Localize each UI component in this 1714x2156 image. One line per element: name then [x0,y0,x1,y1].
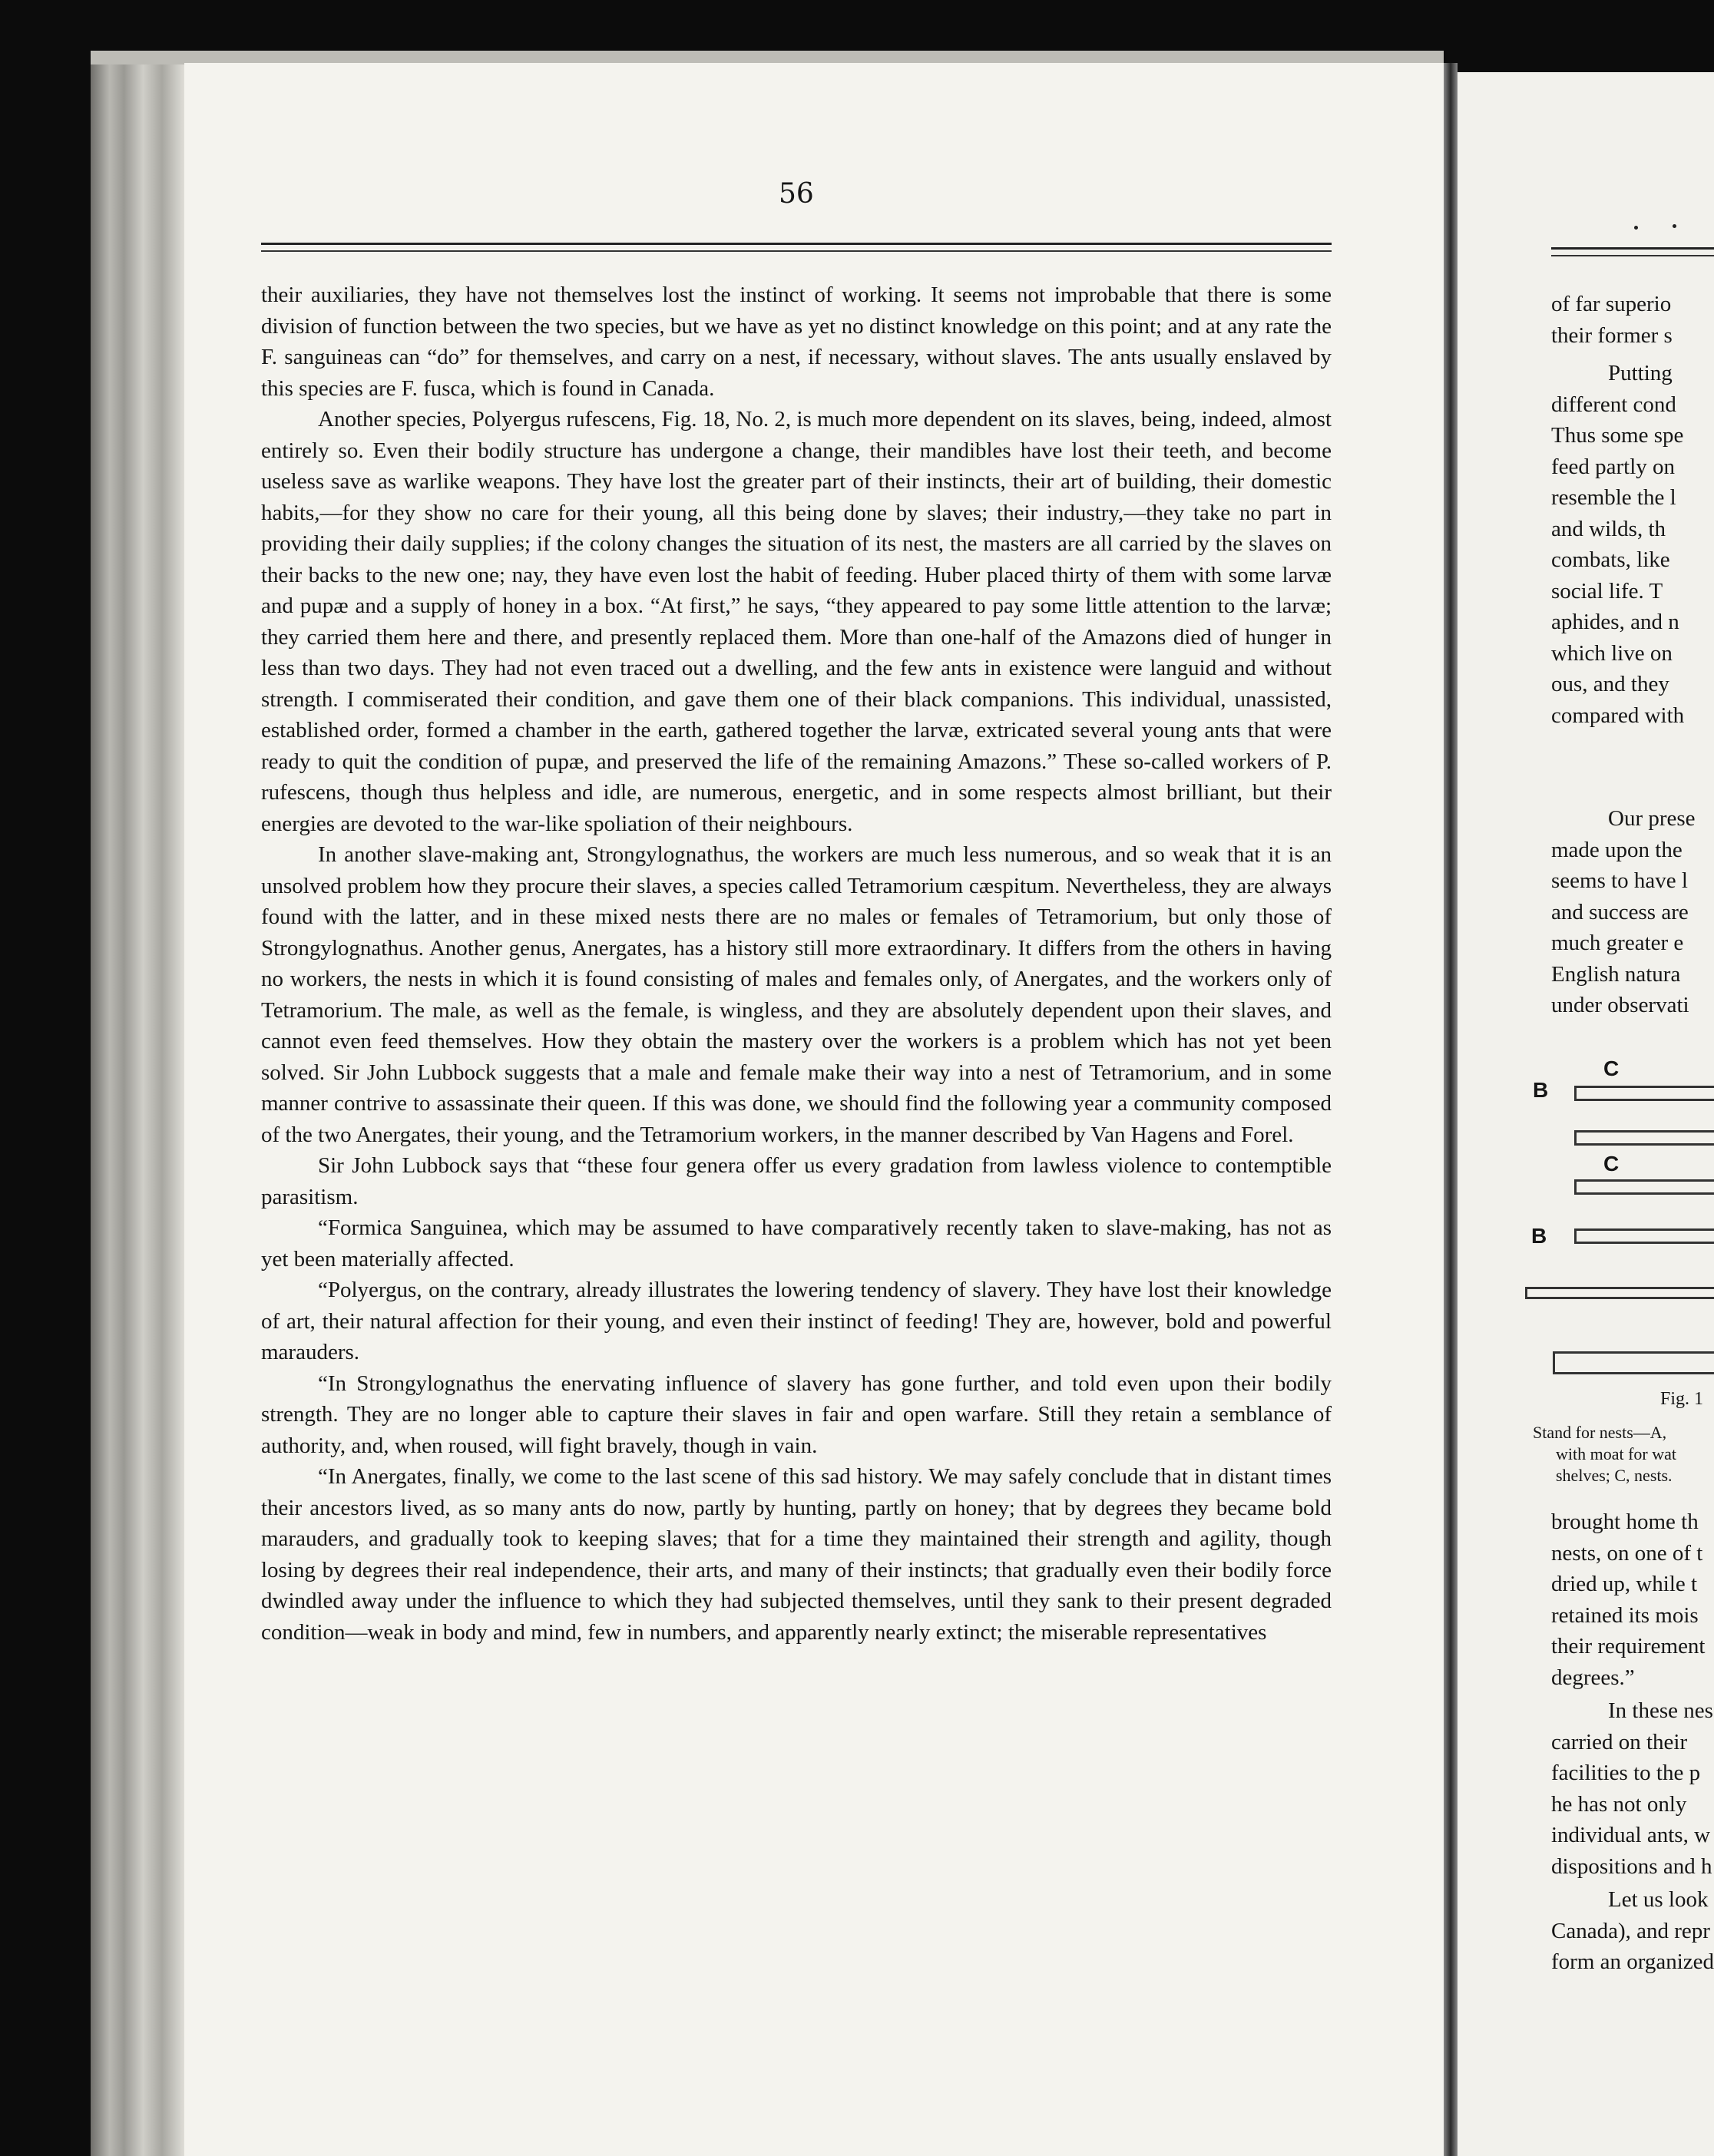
right-line: Our prese [1608,806,1696,831]
right-line: social life. T [1551,578,1663,603]
figure-shelf [1525,1287,1714,1299]
right-line: he has not only [1551,1791,1687,1817]
legend-line: shelves; C, nests. [1556,1466,1673,1485]
paragraph: “Formica Sanguinea, which may be assumed to have comparatively recently taken to slave-making, has not as yet been materially affected. [261,1215,1332,1271]
header-rule-bottom [261,250,1332,252]
book-edge [91,51,186,2156]
right-text-block-2 [1551,358,1684,731]
right-line: much greater e [1551,931,1684,955]
right-line: of far superio [1551,292,1672,316]
right-line: brought home th [1551,1510,1699,1534]
right-line: and wilds, th [1551,516,1666,541]
right-line: aphides, and n [1551,610,1679,634]
right-text-block-5 [1551,1695,1713,1882]
right-line: resemble the l [1551,485,1676,510]
right-line: which live on [1551,640,1673,666]
main-text [261,279,1332,1648]
gutter [1444,63,1458,2156]
right-line: dried up, while t [1551,1572,1698,1596]
right-line: form an organized [1551,1949,1714,1974]
paragraph: Another species, Polyergus rufescens, Fig. 18, No. 2, is much more dependent on its slaves, being, indeed, almost entirely so. Even their bodily structure has undergone a change, their mandibles have lost their teeth, and become useless save as warlike weapons. They have lost the greater part of their instincts, their art of building, their domestic habits,—for they show no care for their young, all this being done by slaves; their industry,—they take no part in providing their daily supplies; if the colony changes the situation of its nest, the masters are all carried by the slaves on their backs to the new one; nay, they have even lost the habit of feeding. Huber placed thirty of them with some larvæ and pupæ and a supply of honey in a box. “At first,” he says, “they appeared to pay some little attention to the larvæ; they carried them here and there, and presently replaced them. More than one-half of the Amazons died of hunger in less than two days. They had not even traced out a dwelling, and the few ants in existence were languid and without strength. I commiserated their condition, and gave them one of their black companions. This individual, unassisted, established order, formed a chamber in the earth, gathered together the larvæ, extricated several young ants that were ready to quit the condition of pupæ, and preserved the life of the remaining Amazons.” These so-called workers of P. rufescens, though thus helpless and idle, are numerous, energetic, and in some respects almost brilliant, but their energies are devoted to the war-like spoliation of their neighbours. [261,407,1332,836]
paragraph: their auxiliaries, they have not themselves lost the instinct of working. It seems not improbable that there is some division of function between the two species, but we have as yet no distinct knowledge on this point; and at any rate the F. sanguineas can “do” for themselves, and carry on a nest, if necessary, without slaves. The ants usually enslaved by this species are F. fusca, which is found in Canada. [261,283,1332,401]
figure-shelf [1574,1179,1714,1195]
right-line: under observati [1551,993,1689,1017]
right-line: dispositions and h [1551,1853,1712,1879]
right-line: Canada), and repr [1551,1918,1710,1943]
right-header-rule-2 [1551,255,1714,256]
right-line: combats, like [1551,547,1670,572]
right-text-block-4 [1551,1506,1706,1693]
figure-caption: Fig. 1 [1660,1389,1704,1409]
right-text-block-3 [1551,803,1696,1021]
legend-line: with moat for wat [1556,1444,1677,1463]
right-text-block-1 [1551,289,1673,351]
figure-shelf [1574,1228,1714,1244]
right-line: In these nes [1608,1698,1713,1723]
right-text-block-6 [1551,1884,1714,1978]
speck [1673,224,1676,228]
paragraph: In another slave-making ant, Strongylognathus, the workers are much less numerous, and so weak that it is an unsolved problem how they procure their slaves, a species called Tetramorium cæspitum. Nevertheless, they are always found with the latter, and in these mixed nests there are no males or females of Tetramorium, but only those of Strongylognathus. Another genus, Anergates, has a history still more extraordinary. It differs from the others in having no workers, the nests in which it is found consisting of males and females only, of Anergates, and the workers only of Tetramorium. The male, as well as the female, is wingless, and they are absolutely dependent upon their slaves, and cannot even feed themselves. How they obtain the mastery over the workers is a problem which has not yet been solved. Sir John Lubbock suggests that a male and female make their way into a nest of Tetramorium, and in some manner contrive to assassinate their queen. If this was done, we should find the following year a community composed of the two Anergates, their young, and the Tetramorium workers, in the manner described by Van Hagens and Forel. [261,842,1332,1147]
paragraph: Sir John Lubbock says that “these four genera offer us every gradation from lawless violence to contemptible parasitism. [261,1153,1332,1209]
right-line: English natura [1551,961,1681,987]
figure-letter-c: C [1603,1057,1620,1080]
right-line: seems to have l [1551,868,1688,893]
right-line: individual ants, w [1551,1823,1711,1847]
right-line: Putting [1608,361,1673,385]
figure-shelf [1574,1130,1714,1146]
figure-base [1553,1351,1714,1374]
header-rule-top [261,243,1332,245]
right-line: nests, on one of t [1551,1540,1703,1566]
right-line: ous, and they [1551,672,1669,696]
speck [1634,226,1638,230]
figure-legend [1533,1422,1676,1486]
right-line: facilities to the p [1551,1761,1701,1785]
right-line: made upon the [1551,837,1683,862]
right-line: feed partly on [1551,454,1676,479]
figure-letter-c: C [1603,1152,1620,1176]
page-number: 56 [779,178,814,210]
figure-letter-b: B [1531,1224,1547,1248]
right-line: Let us look [1608,1887,1709,1912]
figure-letter-b: B [1533,1078,1549,1102]
paragraph: “In Anergates, finally, we come to the last scene of this sad history. We may safely conclude that in distant times their ancestors lived, as so many ants do now, partly by hunting, partly on honey; that by degrees they became bold marauders, and gradually took to keeping slaves; that for a time they maintained their strength and agility, though losing by degrees their real independence, their arts, and many of their instincts; that gradually even their bodily force dwindled away under the influence to which they had subjected themselves, until they sank to their present degraded condition—weak in body and mind, few in numbers, and apparently nearly extinct; the miserable representatives [261,1464,1332,1645]
legend-line: Stand for nests—A, [1533,1423,1667,1442]
right-line: Thus some spe [1551,423,1684,448]
right-line: different cond [1551,392,1676,417]
right-line: carried on their [1551,1729,1688,1754]
right-line: and success are [1551,899,1689,924]
right-line: compared with [1551,703,1685,728]
right-line: their requirement [1551,1634,1706,1658]
paragraph: “In Strongylognathus the enervating influence of slavery has gone further, and told even upon their bodily strength. They are no longer able to capture their slaves in fair and open warfare. Still they retain a semblance of authority, and, when roused, will fight bravely, though in vain. [261,1371,1332,1458]
right-line: retained its mois [1551,1602,1699,1628]
right-line: their former s [1551,322,1673,348]
figure-shelf [1574,1086,1714,1101]
paragraph: “Polyergus, on the contrary, already illustrates the lowering tendency of slavery. They have lost their knowledge of art, their natural affection for their young, and even their instinct of feeding! They are, however, bold and powerful marauders. [261,1278,1332,1364]
right-header-rule [1551,247,1714,250]
right-line: degrees.” [1551,1665,1635,1690]
